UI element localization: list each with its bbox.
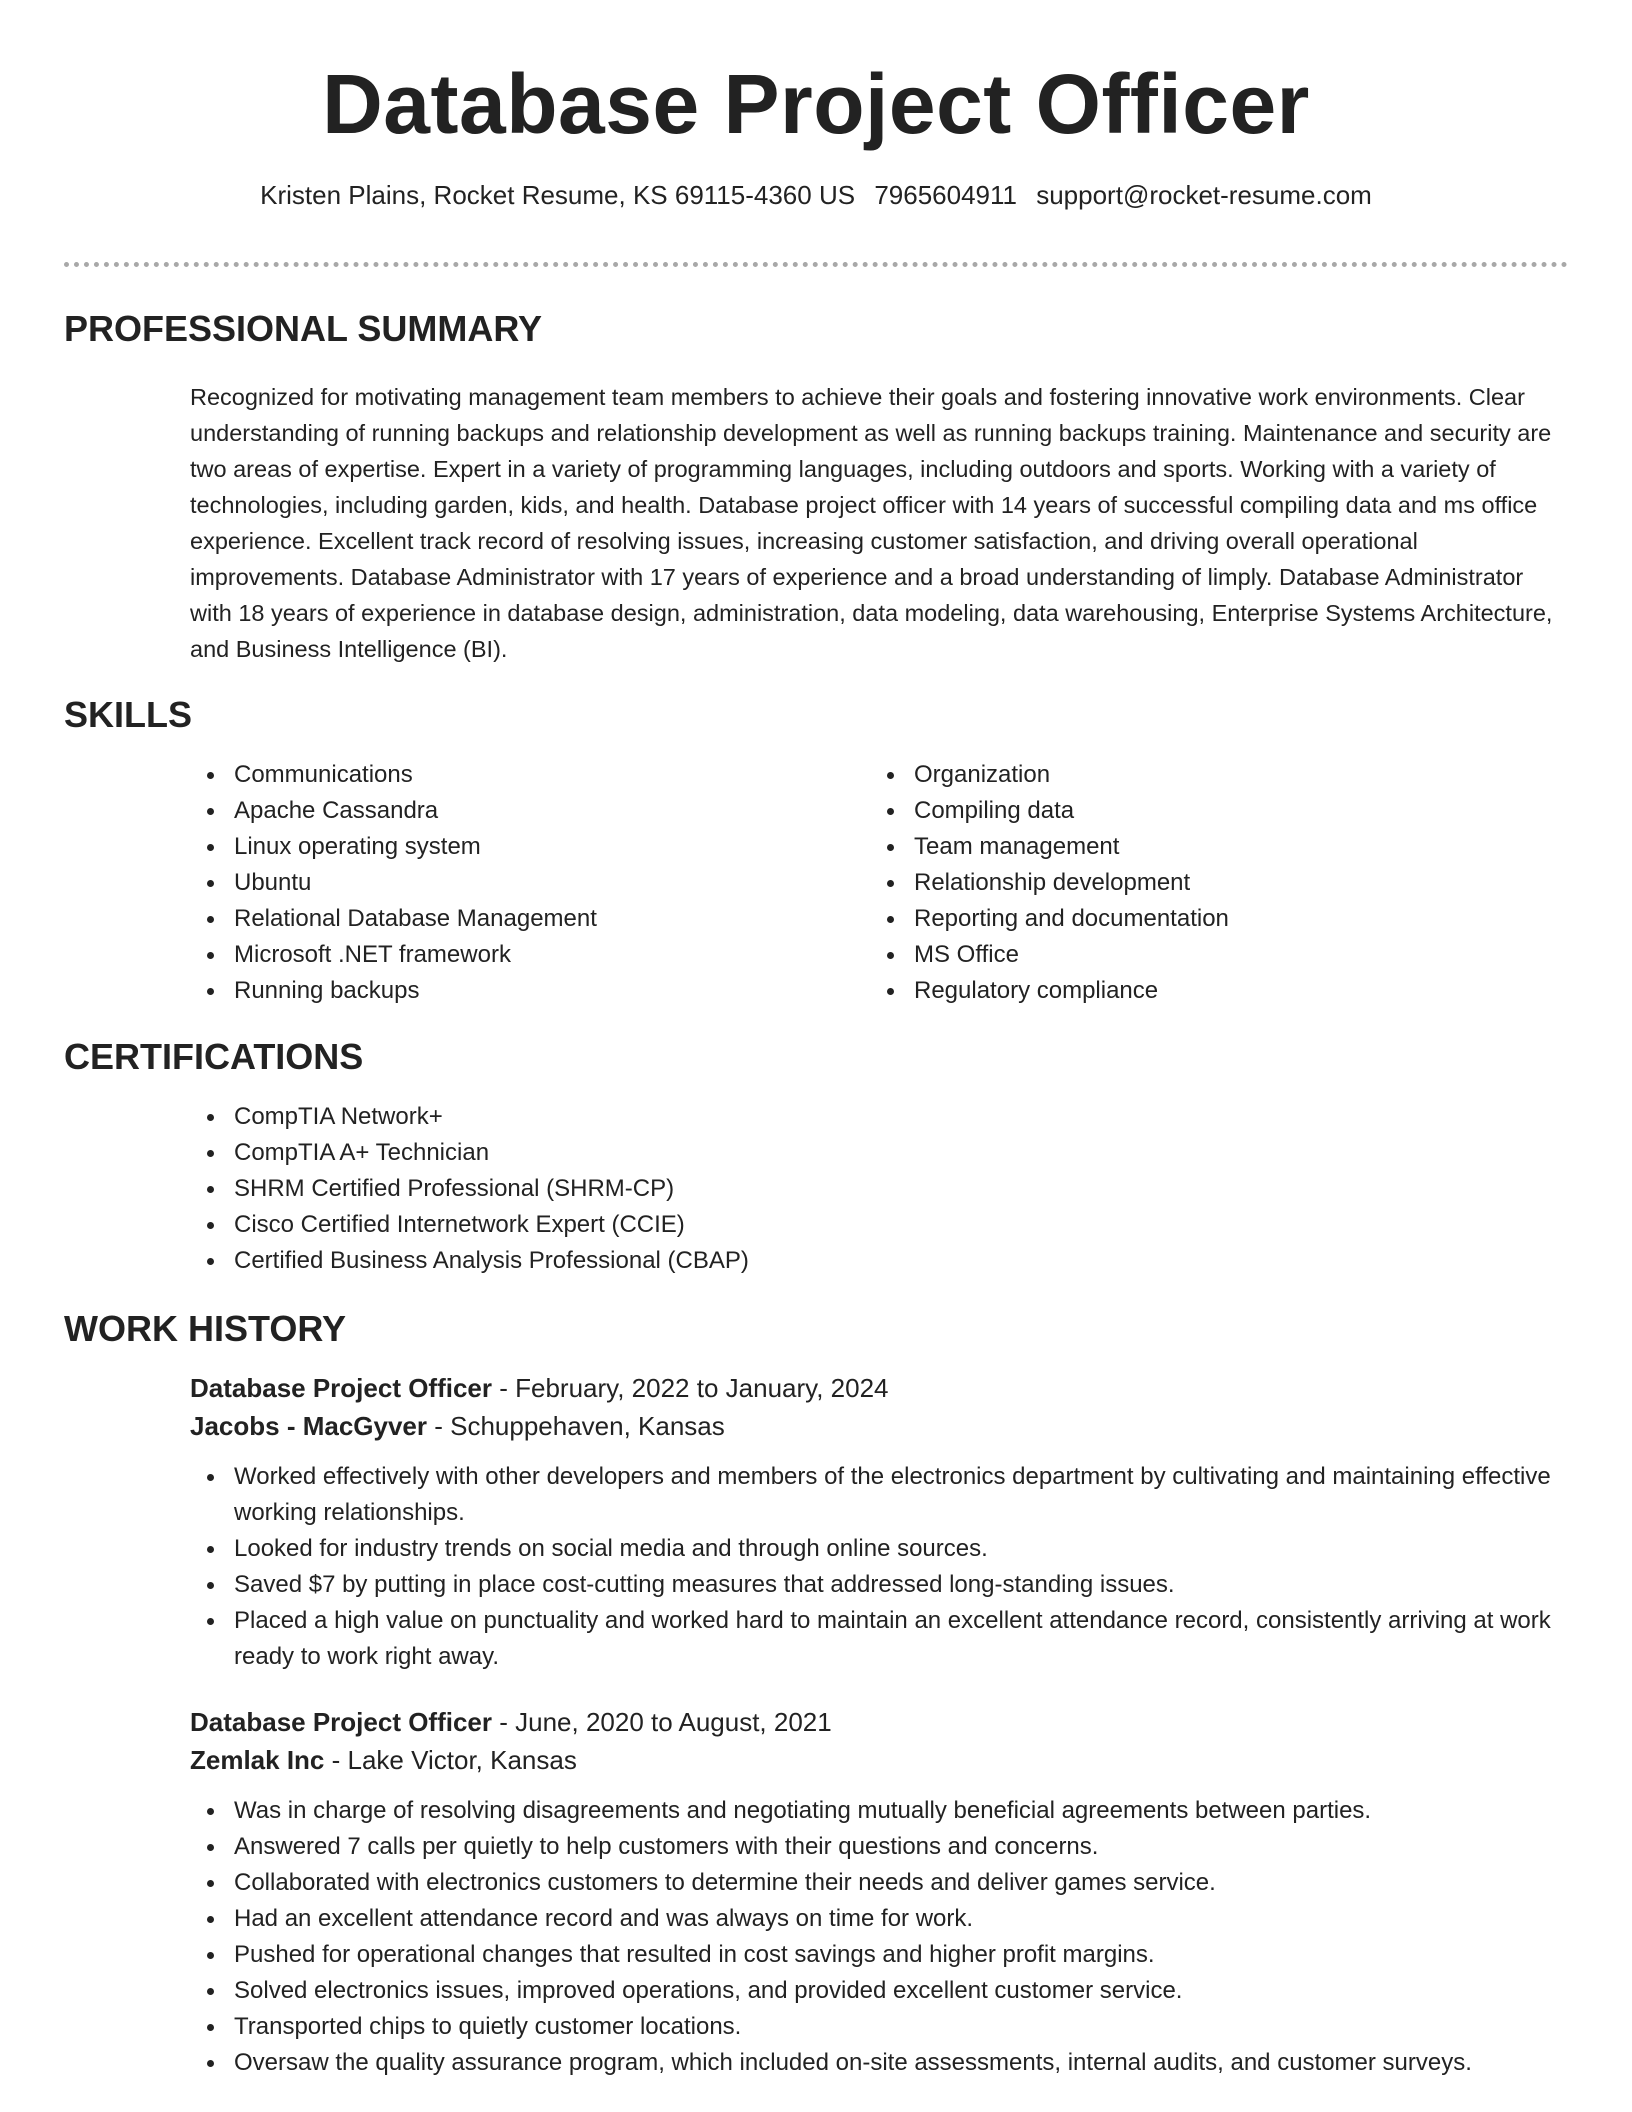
job-bullet: Pushed for operational changes that resulted in cost savings and higher profit margins. bbox=[190, 1937, 1568, 1973]
skill-item: Team management bbox=[870, 829, 1550, 865]
resume-title: Database Project Officer bbox=[322, 57, 1310, 151]
certification-item: Certified Business Analysis Professional (CBAP) bbox=[190, 1243, 1568, 1279]
certification-item: SHRM Certified Professional (SHRM-CP) bbox=[190, 1171, 1568, 1207]
job-bullet: Was in charge of resolving disagreements and negotiating mutually beneficial agreements between parties. bbox=[190, 1793, 1568, 1829]
job-title: Database Project Officer bbox=[190, 1373, 493, 1403]
skill-item: Communications bbox=[190, 757, 870, 793]
job-bullet: Transported chips to quietly customer locations. bbox=[190, 2009, 1568, 2045]
certification-item: Cisco Certified Internetwork Expert (CCIE) bbox=[190, 1207, 1568, 1243]
resume-page bbox=[64, 0, 1568, 2081]
skill-item: Microsoft .NET framework bbox=[190, 937, 870, 973]
skill-item: Ubuntu bbox=[190, 865, 870, 901]
contact-phone: 7965604911 bbox=[874, 180, 1017, 210]
skill-item: Linux operating system bbox=[190, 829, 870, 865]
skill-item: Compiling data bbox=[870, 793, 1550, 829]
contact-address: Kristen Plains, Rocket Resume, KS 69115-4360 US bbox=[260, 180, 856, 210]
skills-column-right bbox=[870, 757, 1550, 1009]
skill-item: Relational Database Management bbox=[190, 901, 870, 937]
skill-item: Reporting and documentation bbox=[870, 901, 1550, 937]
job-company: Jacobs - MacGyver bbox=[190, 1411, 428, 1441]
job-bullet: Saved $7 by putting in place cost-cutting measures that addressed long-standing issues. bbox=[190, 1567, 1568, 1603]
job-company-line bbox=[190, 1741, 1568, 1779]
job-title: Database Project Officer bbox=[190, 1707, 493, 1737]
job-entry bbox=[190, 1703, 1568, 1779]
skill-item: Regulatory compliance bbox=[870, 973, 1550, 1009]
job-dates: - February, 2022 to January, 2024 bbox=[492, 1373, 889, 1403]
skills-heading: SKILLS bbox=[64, 694, 193, 735]
job-bullet: Oversaw the quality assurance program, which included on-site assessments, internal audits, and customer surveys. bbox=[190, 2045, 1568, 2081]
summary-heading: PROFESSIONAL SUMMARY bbox=[64, 308, 543, 349]
skill-item: Organization bbox=[870, 757, 1550, 793]
work-history-heading: WORK HISTORY bbox=[64, 1308, 347, 1349]
skill-item: MS Office bbox=[870, 937, 1550, 973]
job-bullets bbox=[190, 1793, 1568, 2081]
job-bullet: Looked for industry trends on social media and through online sources. bbox=[190, 1531, 1568, 1567]
job-company-line bbox=[190, 1407, 1568, 1445]
job-bullets bbox=[190, 1459, 1568, 1675]
certification-item: CompTIA A+ Technician bbox=[190, 1135, 1568, 1171]
job-bullet: Answered 7 calls per quietly to help customers with their questions and concerns. bbox=[190, 1829, 1568, 1865]
job-bullet: Worked effectively with other developers and members of the electronics department by cultivating and maintaining effective working relationships. bbox=[190, 1459, 1568, 1531]
certifications-list bbox=[190, 1099, 1568, 1279]
certification-item: CompTIA Network+ bbox=[190, 1099, 1568, 1135]
summary-text: Recognized for motivating management team members to achieve their goals and fostering innovative work environments. Clear understanding of running backups and relationship development as well as running backups training. Maintenance and security are two areas of expertise. Expert in a variety of programming languages, including outdoors and sports. Working with a variety of technologies, including garden, kids, and health. Database project officer with 14 years of successful compiling data and ms office experience. Excellent track record of resolving issues, increasing customer satisfaction, and driving overall operational improvements. Database Administrator with 17 years of experience and a broad understanding of limply. Database Administrator with 18 years of experience in database design, administration, data modeling, data warehousing, Enterprise Systems Architecture, and Business Intelligence (BI). bbox=[190, 384, 1553, 662]
job-entry bbox=[190, 1369, 1568, 1445]
skills-list bbox=[190, 757, 1568, 1009]
job-dates: - June, 2020 to August, 2021 bbox=[492, 1707, 832, 1737]
job-bullet: Collaborated with electronics customers to determine their needs and deliver games service. bbox=[190, 1865, 1568, 1901]
skills-column-left bbox=[190, 757, 870, 1009]
job-title-line bbox=[190, 1703, 1568, 1741]
skill-item: Apache Cassandra bbox=[190, 793, 870, 829]
skill-item: Relationship development bbox=[870, 865, 1550, 901]
job-location: - Schuppehaven, Kansas bbox=[427, 1411, 725, 1441]
contact-line bbox=[64, 178, 1568, 212]
job-title-line bbox=[190, 1369, 1568, 1407]
skill-item: Running backups bbox=[190, 973, 870, 1009]
contact-email[interactable]: support@rocket-resume.com bbox=[1036, 180, 1372, 210]
job-company: Zemlak Inc bbox=[190, 1745, 325, 1775]
job-bullet: Solved electronics issues, improved operations, and provided excellent customer service. bbox=[190, 1973, 1568, 2009]
job-bullet: Had an excellent attendance record and was always on time for work. bbox=[190, 1901, 1568, 1937]
job-location: - Lake Victor, Kansas bbox=[324, 1745, 577, 1775]
header-divider bbox=[64, 262, 1568, 267]
job-bullet: Placed a high value on punctuality and worked hard to maintain an excellent attendance record, consistently arriving at work ready to work right away. bbox=[190, 1603, 1568, 1675]
certifications-heading: CERTIFICATIONS bbox=[64, 1036, 364, 1077]
